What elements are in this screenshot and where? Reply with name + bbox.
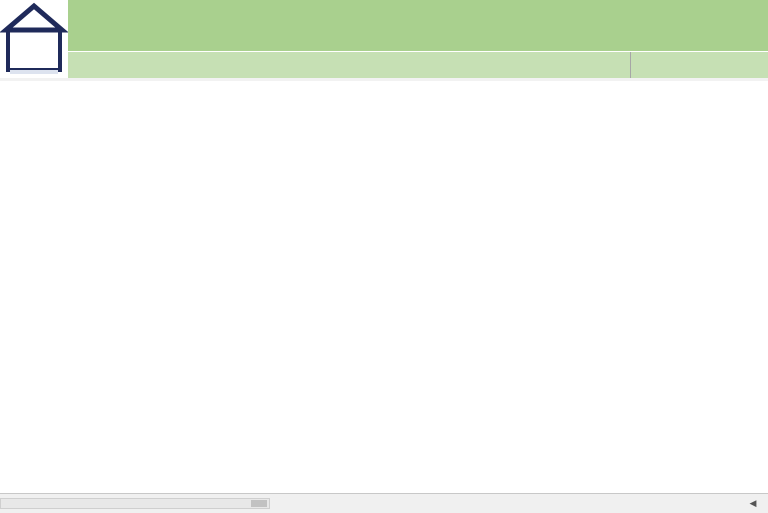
subtitle-filler-cell[interactable] — [630, 52, 768, 78]
horizontal-scrollbar[interactable] — [0, 498, 270, 509]
tab-scroll-right-icon[interactable]: ◀ — [749, 498, 757, 509]
sheet-title — [68, 0, 768, 52]
row-strip — [0, 78, 768, 81]
sheet-subtitle — [68, 52, 630, 78]
scrollbar-thumb[interactable] — [251, 500, 267, 507]
company-logo — [0, 0, 68, 78]
sheet-tab-bar — [0, 493, 768, 513]
